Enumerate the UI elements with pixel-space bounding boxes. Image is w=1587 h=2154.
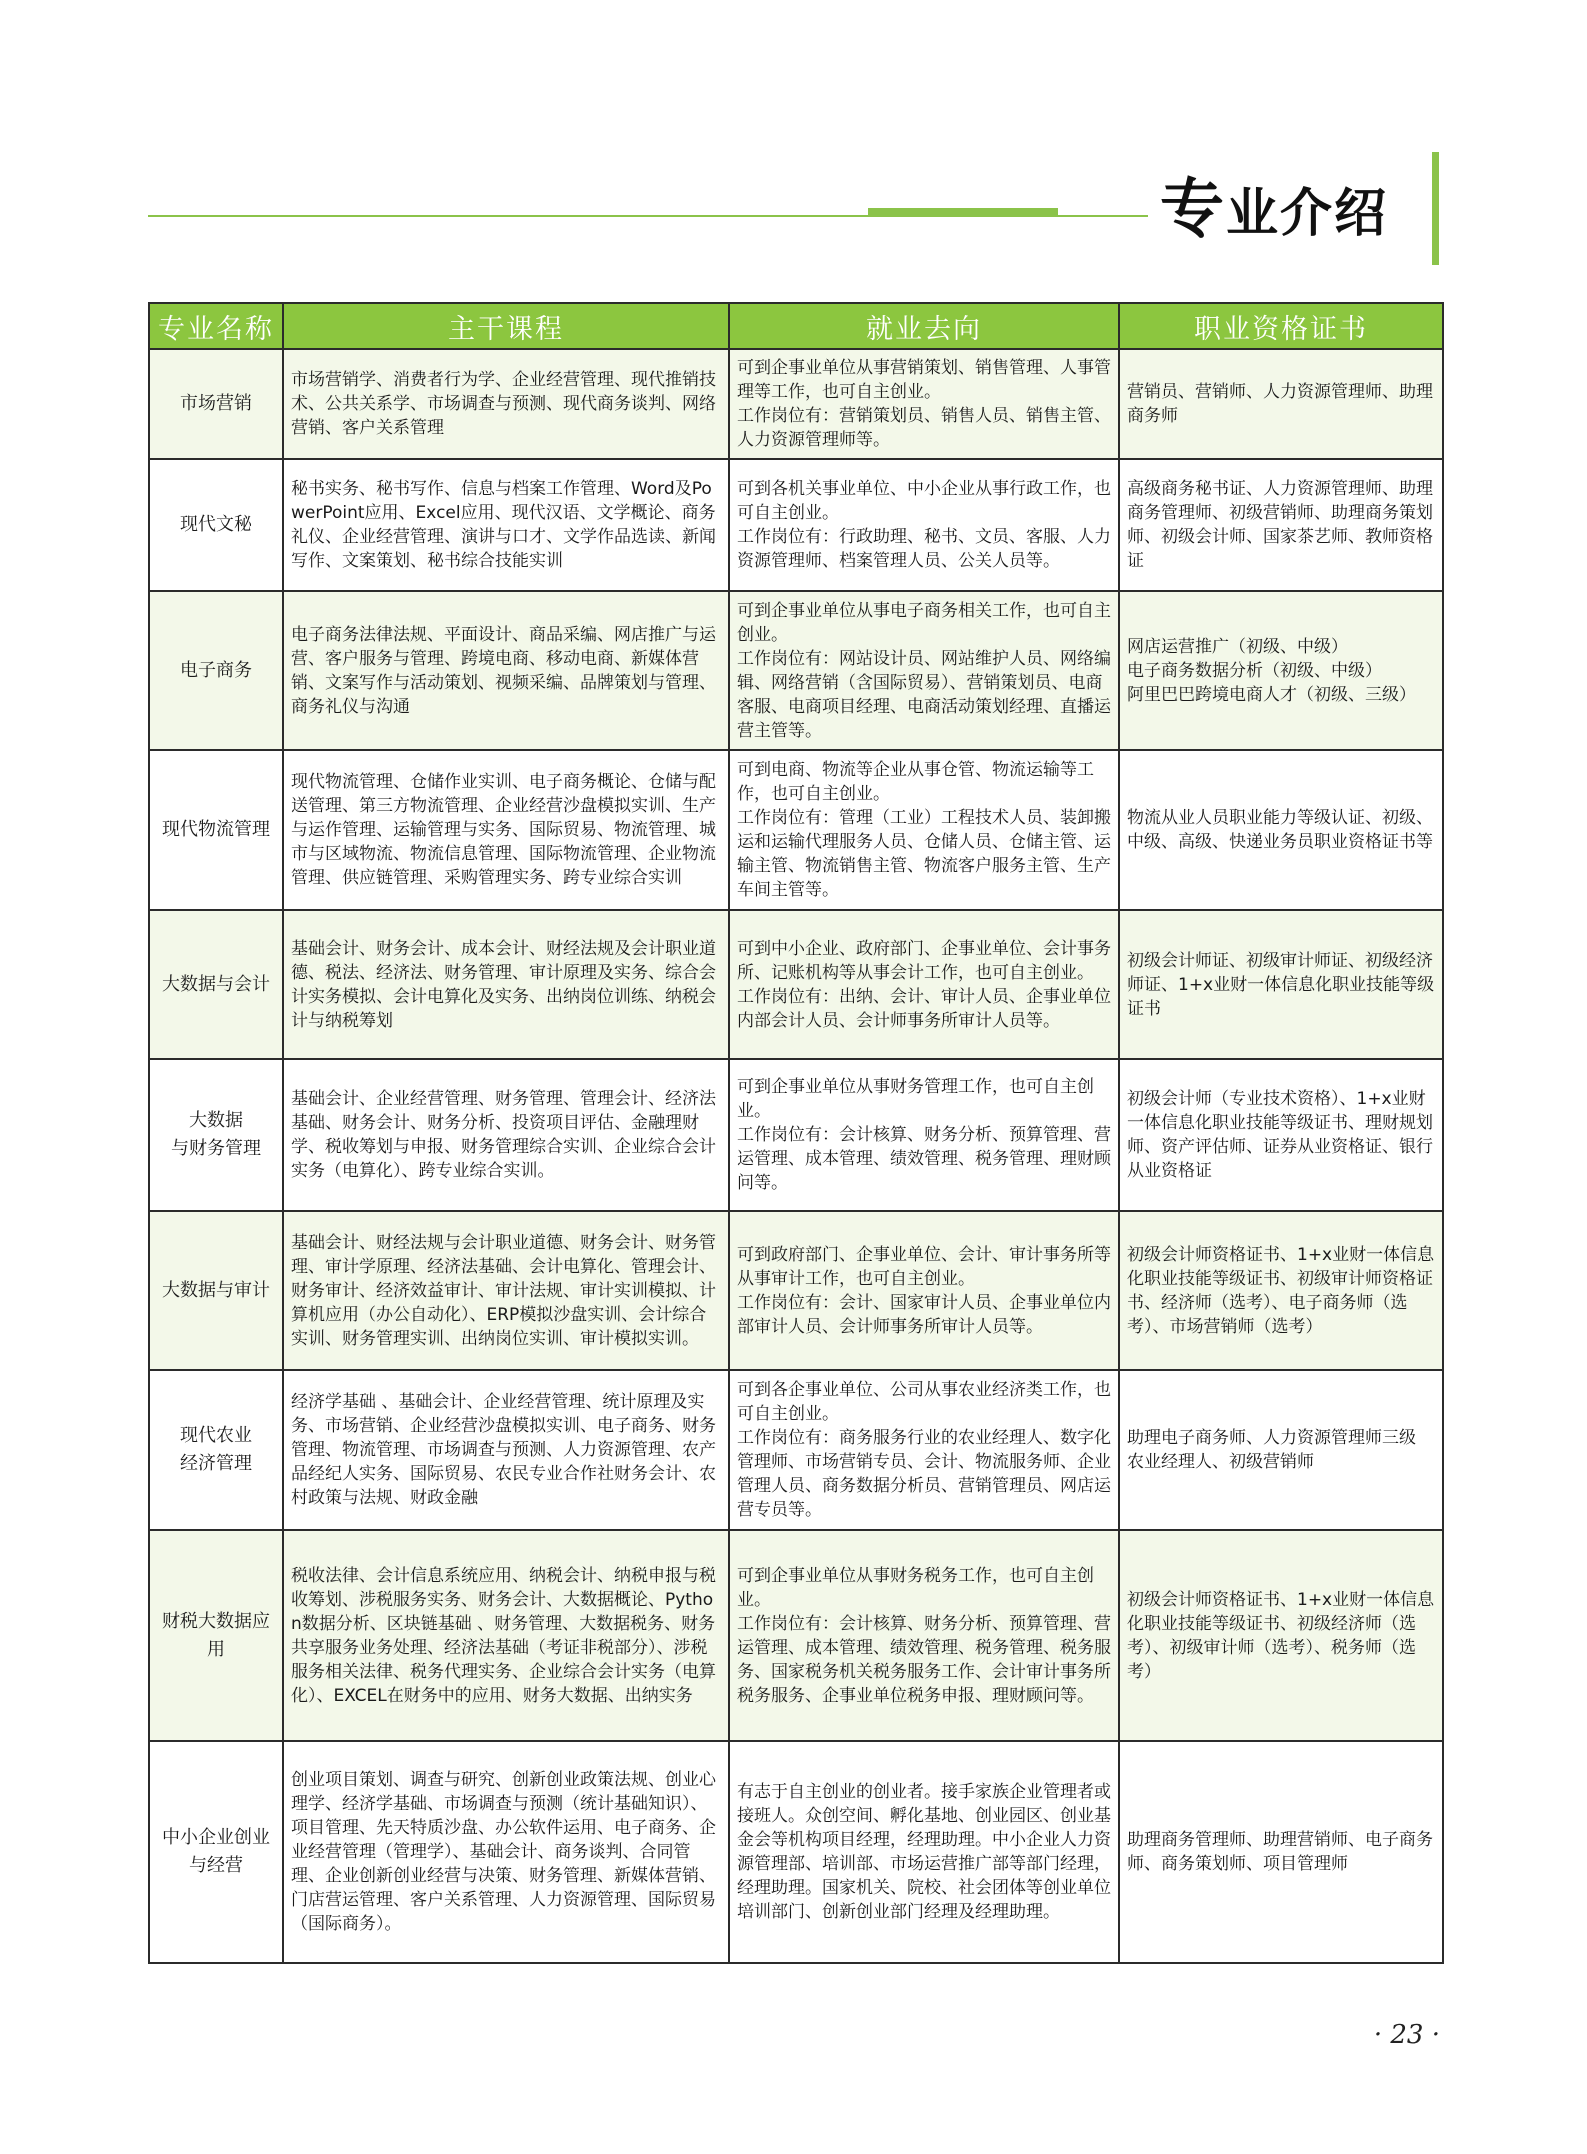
header-rule-accent	[868, 208, 1058, 216]
careers: 可到企事业单位从事财务管理工作，也可自主创业。 工作岗位有：会计核算、财务分析、预算管理、营运管理、成本管理、绩效管理、税务管理、理财顾问等。	[729, 1059, 1119, 1211]
table-row	[149, 1059, 1443, 1211]
major-name: 现代农业 经济管理	[149, 1370, 283, 1530]
certificates: 初级会计师（专业技术资格）、1+x业财一体信息化职业技能等级证书、理财规划师、资产评估师、证券从业资格证、银行从业资格证	[1119, 1059, 1443, 1211]
careers: 可到各机关事业单位、中小企业从事行政工作，也可自主创业。 工作岗位有：行政助理、秘书、文员、客服、人力资源管理师、档案管理人员、公关人员等。	[729, 459, 1119, 591]
certificates: 物流从业人员职业能力等级认证、初级、中级、高级、快递业务员职业资格证书等	[1119, 750, 1443, 910]
header-major-name: 专业名称	[149, 303, 283, 349]
core-courses: 创业项目策划、调查与研究、创新创业政策法规、创业心理学、经济学基础、市场调查与预测（统计基础知识）、项目管理、先天特质沙盘、办公软件运用、电子商务、企业经营管理（管理学）、基础会计、商务谈判、合同管理、企业创新创业经营与决策、财务管理、新媒体营销、门店营运管理、客户关系管理、人力资源管理、国际贸易（国际商务）。	[283, 1741, 729, 1963]
header-certificates: 职业资格证书	[1119, 303, 1443, 349]
table-row	[149, 1211, 1443, 1370]
section-title	[1160, 170, 1388, 250]
core-courses: 税收法律、会计信息系统应用、纳税会计、纳税申报与税收筹划、涉税服务实务、财务会计、大数据概论、Python数据分析、区块链基础 、财务管理、大数据税务、财务共享服务业务处理、经济法基础（考证非税部分）、涉税服务相关法律、税务代理实务、企业综合会计实务（电算化）、EXCEL在财务中的应用、财务大数据、出纳实务	[283, 1530, 729, 1741]
careers: 可到中小企业、政府部门、企事业单位、会计事务所、记账机构等从事会计工作，也可自主创业。 工作岗位有：出纳、会计、审计人员、企事业单位内部会计人员、会计师事务所审计人员等。	[729, 910, 1119, 1059]
table-header-row	[149, 303, 1443, 349]
careers: 可到企事业单位从事电子商务相关工作，也可自主创业。 工作岗位有：网站设计员、网站维护人员、网络编辑、网络营销（含国际贸易）、营销策划员、电商客服、电商项目经理、电商活动策划经理、直播运营主管等。	[729, 591, 1119, 750]
page-number: · 23 ·	[1373, 2020, 1440, 2050]
certificates: 助理电子商务师、人力资源管理师三级 农业经理人、初级营销师	[1119, 1370, 1443, 1530]
major-name: 电子商务	[149, 591, 283, 750]
core-courses: 秘书实务、秘书写作、信息与档案工作管理、Word及PowerPoint应用、Excel应用、现代汉语、文学概论、商务礼仪、企业经营管理、演讲与口才、文学作品选读、新闻写作、文案策划、秘书综合技能实训	[283, 459, 729, 591]
table-row	[149, 349, 1443, 459]
table-row	[149, 1370, 1443, 1530]
section-title-first-char: 专	[1160, 173, 1226, 247]
core-courses: 现代物流管理、仓储作业实训、电子商务概论、仓储与配送管理、第三方物流管理、企业经营沙盘模拟实训、生产与运作管理、运输管理与实务、国际贸易、物流管理、城市与区域物流、物流信息管理、国际物流管理、企业物流管理、供应链管理、采购管理实务、跨专业综合实训	[283, 750, 729, 910]
table-row	[149, 1530, 1443, 1741]
majors-table	[148, 302, 1444, 1964]
certificates: 高级商务秘书证、人力资源管理师、助理商务管理师、初级营销师、助理商务策划师、初级会计师、国家茶艺师、教师资格证	[1119, 459, 1443, 591]
careers: 可到企事业单位从事营销策划、销售管理、人事管理等工作，也可自主创业。 工作岗位有：营销策划员、销售人员、销售主管、人力资源管理师等。	[729, 349, 1119, 459]
major-name: 现代物流管理	[149, 750, 283, 910]
major-name: 大数据与会计	[149, 910, 283, 1059]
certificates: 助理商务管理师、助理营销师、电子商务师、商务策划师、项目管理师	[1119, 1741, 1443, 1963]
core-courses: 基础会计、财经法规与会计职业道德、财务会计、财务管理、审计学原理、经济法基础、会计电算化、管理会计、财务审计、经济效益审计、审计法规、审计实训模拟、计算机应用（办公自动化）、ERP模拟沙盘实训、会计综合实训、财务管理实训、出纳岗位实训、审计模拟实训。	[283, 1211, 729, 1370]
core-courses: 电子商务法律法规、平面设计、商品采编、网店推广与运营、客户服务与管理、跨境电商、移动电商、新媒体营销、文案写作与活动策划、视频采编、品牌策划与管理、商务礼仪与沟通	[283, 591, 729, 750]
core-courses: 基础会计、财务会计、成本会计、财经法规及会计职业道德、税法、经济法、财务管理、审计原理及实务、综合会计实务模拟、会计电算化及实务、出纳岗位训练、纳税会计与纳税筹划	[283, 910, 729, 1059]
section-title-rest: 业介绍	[1226, 184, 1389, 244]
major-name: 中小企业创业 与经营	[149, 1741, 283, 1963]
major-name: 财税大数据应用	[149, 1530, 283, 1741]
major-name: 现代文秘	[149, 459, 283, 591]
core-courses: 市场营销学、消费者行为学、企业经营管理、现代推销技术、公共关系学、市场调查与预测、现代商务谈判、网络营销、客户关系管理	[283, 349, 729, 459]
table-row	[149, 750, 1443, 910]
careers: 可到企事业单位从事财务税务工作，也可自主创业。 工作岗位有：会计核算、财务分析、预算管理、营运管理、成本管理、绩效管理、税务管理、税务服务、国家税务机关税务服务工作、会计审计事务所税务服务、企事业单位税务申报、理财顾问等。	[729, 1530, 1119, 1741]
major-name: 大数据 与财务管理	[149, 1059, 283, 1211]
core-courses: 经济学基础 、基础会计、企业经营管理、统计原理及实务、市场营销、企业经营沙盘模拟实训、电子商务、财务管理、物流管理、市场调查与预测、人力资源管理、农产品经纪人实务、国际贸易、农民专业合作社财务会计、农村政策与法规、财政金融	[283, 1370, 729, 1530]
careers: 可到电商、物流等企业从事仓管、物流运输等工作，也可自主创业。 工作岗位有：管理（工业）工程技术人员、装卸搬运和运输代理服务人员、仓储人员、仓储主管、运输主管、物流销售主管、物流客户服务主管、生产车间主管等。	[729, 750, 1119, 910]
certificates: 营销员、营销师、人力资源管理师、助理商务师	[1119, 349, 1443, 459]
table-row	[149, 459, 1443, 591]
careers: 可到政府部门、企事业单位、会计、审计事务所等从事审计工作，也可自主创业。 工作岗位有：会计、国家审计人员、企事业单位内部审计人员、会计师事务所审计人员等。	[729, 1211, 1119, 1370]
certificates: 初级会计师资格证书、1+x业财一体信息化职业技能等级证书、初级审计师资格证书、经济师（选考）、电子商务师（选考）、市场营销师（选考）	[1119, 1211, 1443, 1370]
certificates: 初级会计师资格证书、1+x业财一体信息化职业技能等级证书、初级经济师（选考）、初级审计师（选考）、税务师（选考）	[1119, 1530, 1443, 1741]
certificates: 初级会计师证、初级审计师证、初级经济师证、1+x业财一体信息化职业技能等级证书	[1119, 910, 1443, 1059]
careers: 可到各企事业单位、公司从事农业经济类工作，也可自主创业。 工作岗位有：商务服务行业的农业经理人、数字化管理师、市场营销专员、会计、物流服务师、企业管理人员、商务数据分析员、营销管理员、网店运营专员等。	[729, 1370, 1119, 1530]
header-core-courses: 主干课程	[283, 303, 729, 349]
core-courses: 基础会计、企业经营管理、财务管理、管理会计、经济法基础、财务会计、财务分析、投资项目评估、金融理财学、税收筹划与申报、财务管理综合实训、企业综合会计实务（电算化）、跨专业综合实训。	[283, 1059, 729, 1211]
major-name: 市场营销	[149, 349, 283, 459]
certificates: 网店运营推广（初级、中级） 电子商务数据分析（初级、中级） 阿里巴巴跨境电商人才（初级、三级）	[1119, 591, 1443, 750]
major-name: 大数据与审计	[149, 1211, 283, 1370]
table-row	[149, 910, 1443, 1059]
table-row	[149, 591, 1443, 750]
header-vertical-bar	[1432, 152, 1439, 265]
table-row	[149, 1741, 1443, 1963]
careers: 有志于自主创业的创业者。接手家族企业管理者或接班人。众创空间、孵化基地、创业园区、创业基金会等机构项目经理，经理助理。中小企业人力资源管理部、培训部、市场运营推广部等部门经理，经理助理。国家机关、院校、社会团体等创业单位培训部门、创新创业部门经理及经理助理。	[729, 1741, 1119, 1963]
header-careers: 就业去向	[729, 303, 1119, 349]
